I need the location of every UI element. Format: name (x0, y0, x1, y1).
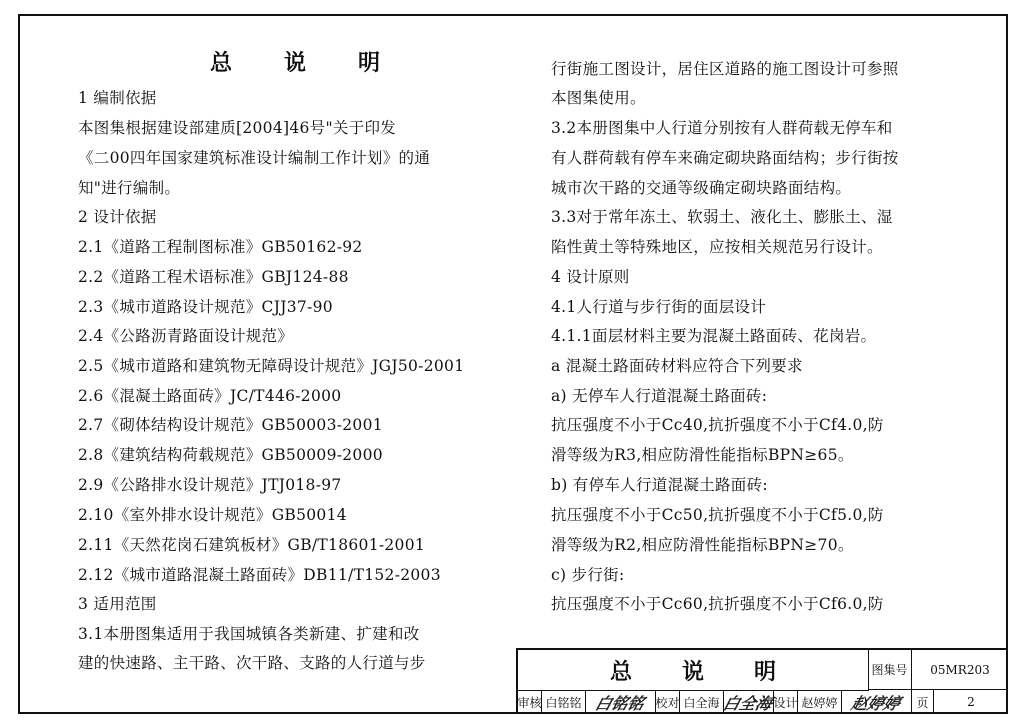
left-line: 2.4《公路沥青路面设计规范》 (78, 327, 294, 345)
title-block-title (518, 650, 869, 691)
designer-name: 赵婷婷 (798, 690, 842, 714)
left-line: 3.1本册图集适用于我国城镇各类新建、扩建和改 (78, 625, 420, 643)
atlas-no: 05MR203 (912, 650, 1008, 690)
left-line: 2.2《道路工程术语标准》GBJ124-88 (78, 268, 349, 286)
title-block-title-text: 总说明 (609, 658, 826, 685)
reviewer-signature-text: 白铭铭 (593, 693, 647, 713)
left-line: 2.8《建筑结构荷载规范》GB50009-2000 (78, 446, 383, 464)
right-line: 抗压强度不小于Cc60,抗折强度不小于Cf6.0,防 (551, 595, 884, 613)
left-line: 2.7《砌体结构设计规范》GB50003-2001 (78, 416, 383, 434)
designer-signature-text: 赵婷婷 (849, 693, 903, 713)
right-line: 抗压强度不小于Cc40,抗折强度不小于Cf4.0,防 (551, 416, 884, 434)
left-line: 2.9《公路排水设计规范》JTJ018-97 (78, 476, 342, 494)
designer-signature (842, 690, 912, 714)
left-line: 2.6《混凝土路面砖》JC/T446-2000 (78, 387, 342, 405)
right-line: 抗压强度不小于Cc50,抗折强度不小于Cf5.0,防 (551, 506, 884, 524)
atlas-no-label: 图集号 (868, 650, 912, 690)
right-line: 4.1人行道与步行街的面层设计 (551, 298, 767, 316)
left-line: 2.12《城市道路混凝土路面砖》DB11/T152-2003 (78, 566, 441, 584)
check-label: 校对 (656, 690, 680, 714)
right-line: 滑等级为R2,相应防滑性能指标BPN≥70。 (551, 536, 854, 554)
title-block-signatures (518, 690, 1008, 714)
checker-signature (721, 690, 775, 714)
left-line: 1 编制依据 (78, 89, 157, 107)
title-block (516, 648, 1008, 714)
right-line: b) 有停车人行道混凝土路面砖: (551, 476, 768, 494)
page-label: 页 (912, 690, 934, 714)
checker-signature-text: 白全海 (721, 693, 775, 713)
right-line: 3.2本册图集中人行道分别按有人群荷载无停车和 (551, 119, 893, 137)
right-line: 4 设计原则 (551, 268, 630, 286)
right-line: 陷性黄土等特殊地区，应按相关规范另行设计。 (551, 238, 883, 256)
left-line: 3 适用范围 (78, 595, 157, 613)
left-line: 2.5《城市道路和建筑物无障碍设计规范》JGJ50-2001 (78, 357, 465, 375)
right-line: c) 步行街: (551, 566, 625, 584)
left-line: 2 设计依据 (78, 208, 157, 226)
left-line: 本图集根据建设部建质[2004]46号"关于印发 (78, 119, 397, 137)
right-line: 城市次干路的交通等级确定砌块路面结构。 (551, 179, 852, 197)
page-title: 总说明 (210, 50, 433, 76)
left-line: 2.11《天然花岗石建筑板材》GB/T18601-2001 (78, 536, 426, 554)
right-line: a 混凝土路面砖材料应符合下列要求 (551, 357, 803, 375)
right-line: 有人群荷载有停车来确定砌块路面结构；步行街按 (551, 149, 899, 167)
checker-name: 白全海 (680, 690, 724, 714)
left-line: 2.3《城市道路设计规范》CJJ37-90 (78, 298, 333, 316)
left-line: 《二00四年国家建筑标准设计编制工作计划》的通 (78, 149, 431, 167)
review-label: 审核 (518, 690, 542, 714)
reviewer-name: 白铭铭 (542, 690, 586, 714)
reviewer-signature (586, 690, 656, 714)
design-label: 设计 (774, 690, 798, 714)
page-number: 2 (967, 695, 975, 709)
right-line: 3.3对于常年冻土、软弱土、液化土、膨胀土、湿 (551, 208, 893, 226)
left-line: 知"进行编制。 (78, 179, 181, 197)
right-line: 滑等级为R3,相应防滑性能指标BPN≥65。 (551, 446, 854, 464)
left-line: 建的快速路、主干路、次干路、支路的人行道与步 (78, 654, 426, 672)
right-line: a) 无停车人行道混凝土路面砖: (551, 387, 768, 405)
left-line: 2.1《道路工程制图标准》GB50162-92 (78, 238, 363, 256)
right-line: 4.1.1面层材料主要为混凝土路面砖、花岗岩。 (551, 327, 877, 345)
right-line: 本图集使用。 (551, 89, 646, 107)
right-line: 行街施工图设计，居住区道路的施工图设计可参照 (551, 60, 899, 78)
left-line: 2.10《室外排水设计规范》GB50014 (78, 506, 347, 524)
